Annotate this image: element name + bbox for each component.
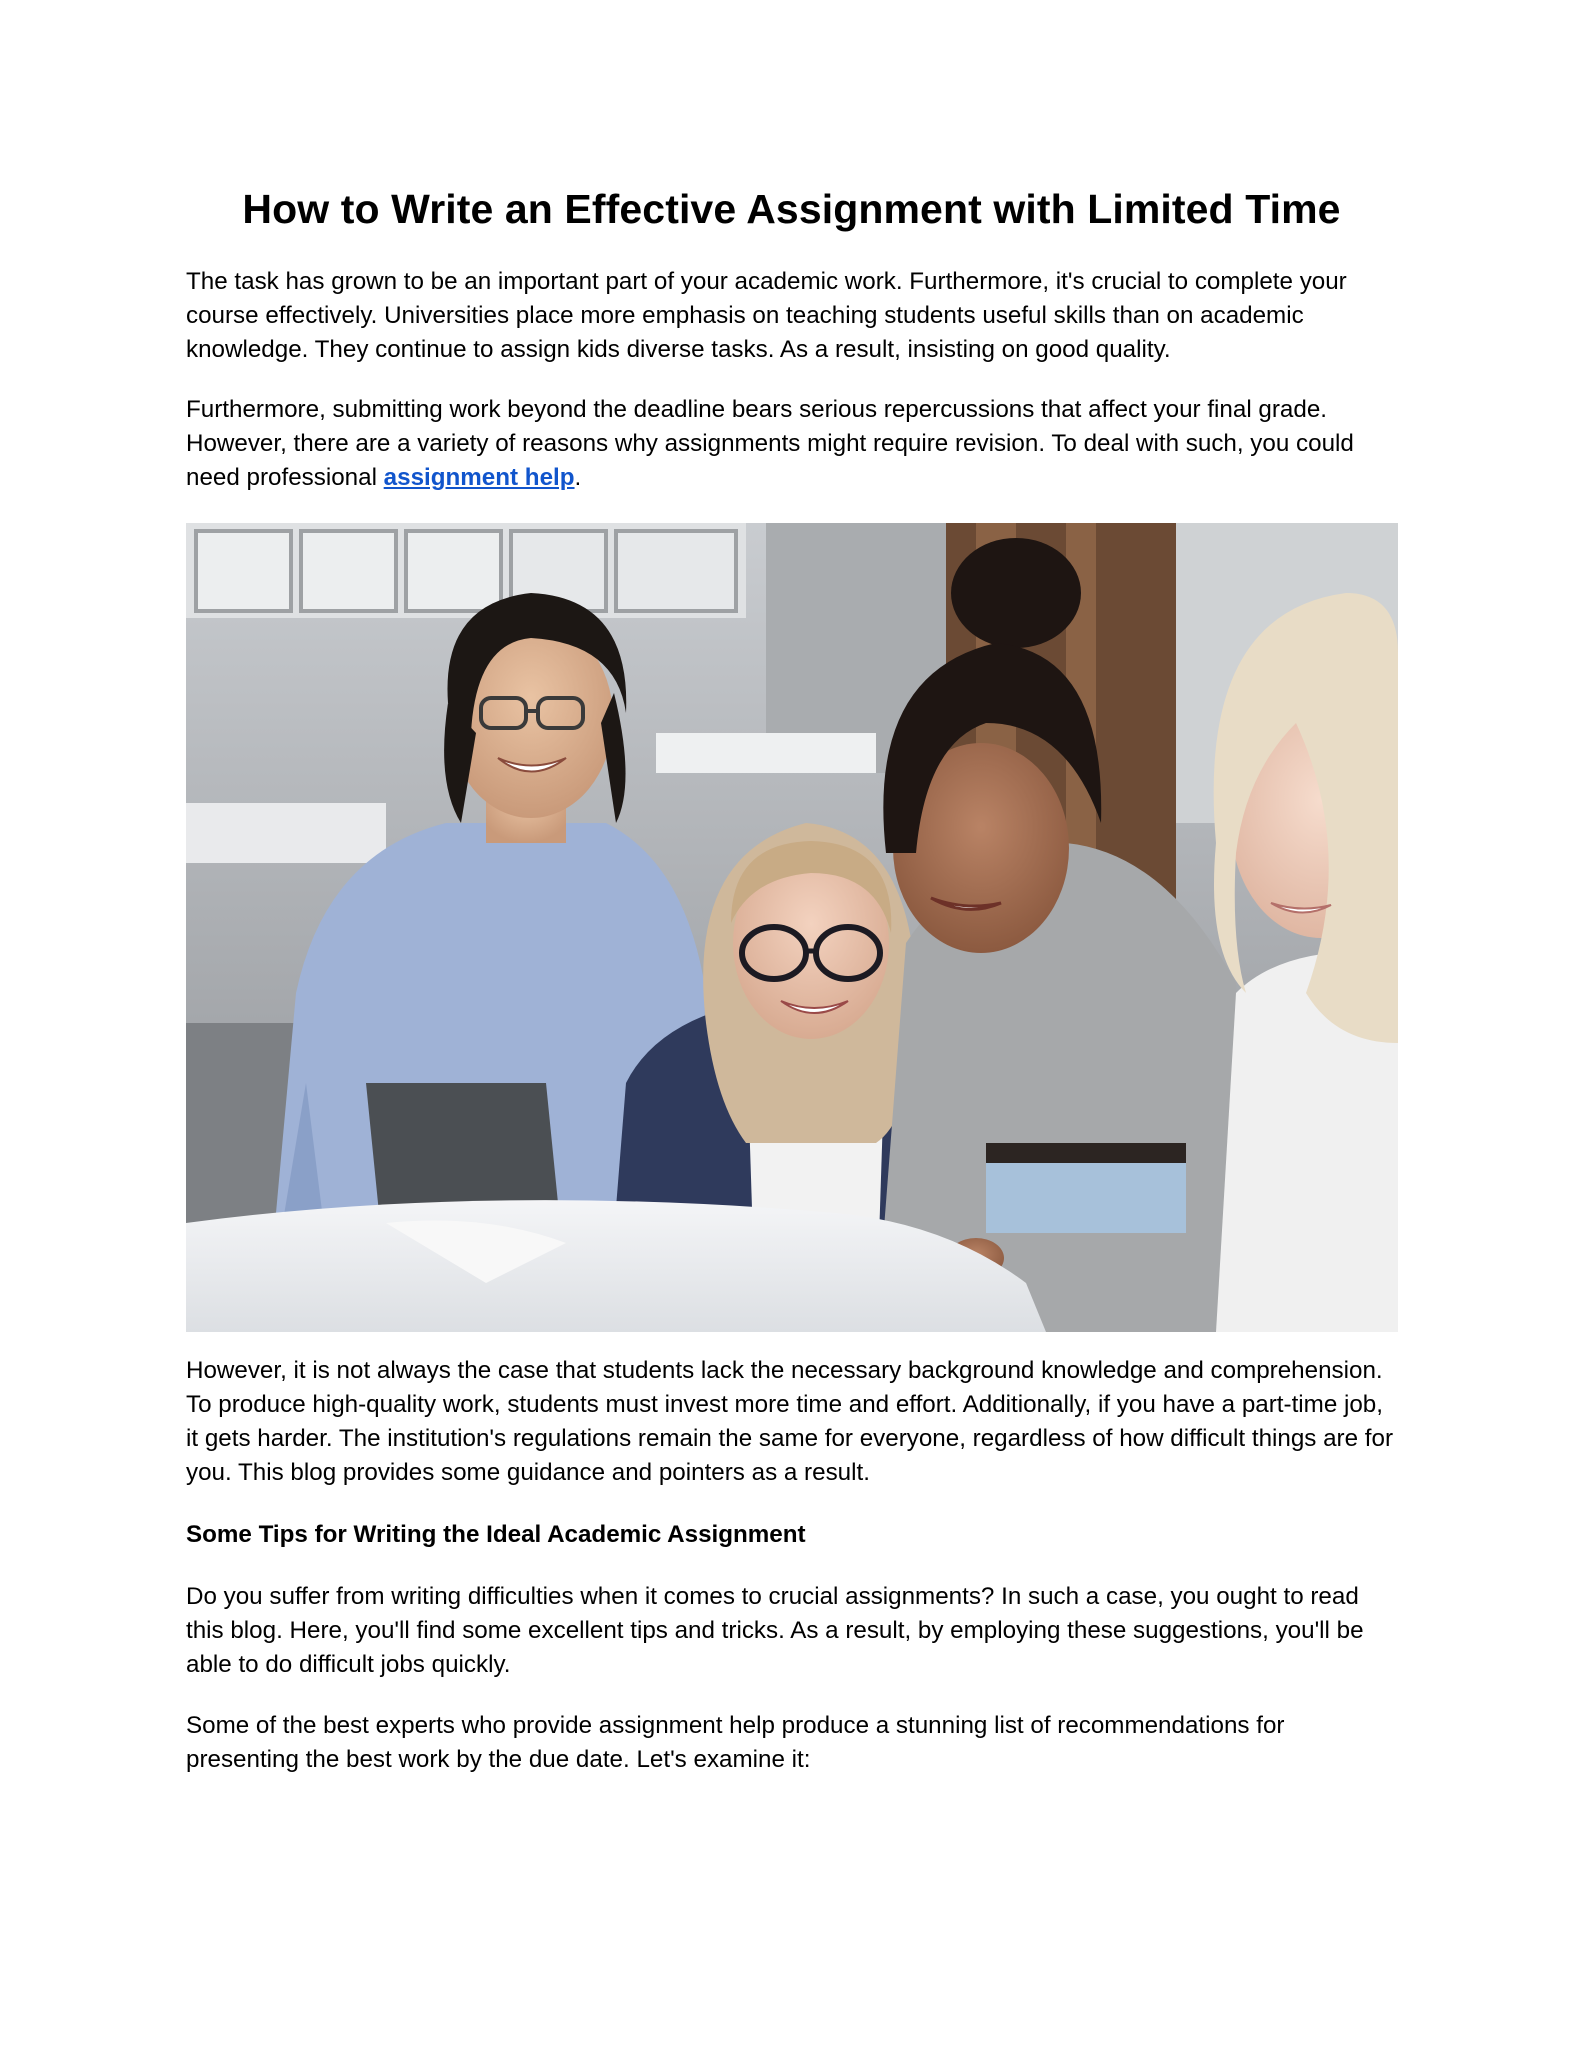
deadline-paragraph-text: Furthermore, submitting work beyond the deadline bears serious repercussions that affect your final grade. However, there are a variety of reasons why assignments might require revision. To deal with such, you could need professional [186,396,1354,491]
assignment-help-link[interactable]: assignment help [383,464,575,491]
document-title: How to Write an Effective Assignment with Limited Time [242,186,1341,232]
students-photo-illustration [186,523,1398,1332]
students-photo [186,523,1398,1332]
writing-difficulties-paragraph: Do you suffer from writing difficulties when it comes to crucial assignments? In such a case, you ought to read this blog. Here, you'll find some excellent tips and tricks. As a result, by employing these suggestions, you'll be able to do difficult jobs quickly. [186,1583,1364,1678]
deadline-paragraph-end: . [574,464,582,491]
experts-paragraph: Some of the best experts who provide assignment help produce a stunning list of recommendations for presenting the best work by the due date. Let's examine it: [186,1712,1285,1773]
deadline-paragraph [186,393,1398,495]
tips-subheading: Some Tips for Writing the Ideal Academic Assignment [186,1521,806,1548]
background-knowledge-paragraph: However, it is not always the case that students lack the necessary background knowledge and comprehension. To produce high-quality work, students must invest more time and effort. Additionally, if you have a part-time job, it gets harder. The institution's regulations remain the same for everyone, regardless of how difficult things are for you. This blog provides some guidance and pointers as a result. [186,1357,1394,1486]
intro-paragraph: The task has grown to be an important part of your academic work. Furthermore, it's crucial to complete your course effectively. Universities place more emphasis on teaching students useful skills than on academic knowledge. They continue to assign kids diverse tasks. As a result, insisting on good quality. [186,268,1347,363]
